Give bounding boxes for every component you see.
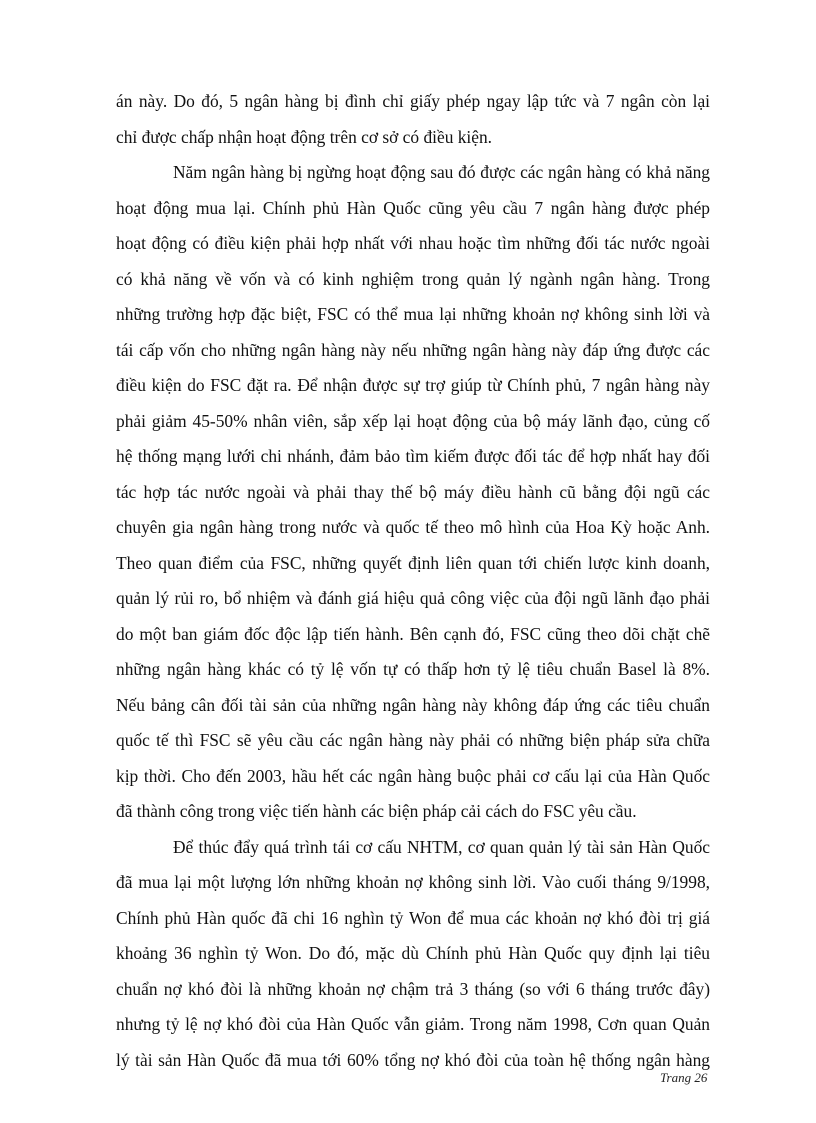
text-line: kịp thời. Cho đến 2003, hầu hết các ngân hàng buộc phải cơ cấu lại của Hàn Quốc <box>116 765 710 786</box>
text-line: những trường hợp đặc biệt, FSC có thể mua lại những khoản nợ không sinh lời và <box>116 304 710 324</box>
text-line: khoảng 36 nghìn tỷ Won. Do đó, mặc dù Chính phủ Hàn Quốc quy định lại tiêu <box>116 943 710 963</box>
text-line: án này. Do đó, 5 ngân hàng bị đình chỉ giấy phép ngay lập tức và 7 ngân còn lại <box>116 91 710 111</box>
text-line: hệ thống mạng lưới chi nhánh, đảm bảo tìm kiếm được đối tác để hợp nhất hay đối <box>116 446 710 466</box>
text-line: nhưng tỷ lệ nợ khó đòi của Hàn Quốc vẫn giảm. Trong năm 1998, Cơn quan Quản <box>116 1014 710 1034</box>
document-body <box>116 84 710 1078</box>
text-line: phải giảm 45-50% nhân viên, sắp xếp lại hoạt động của bộ máy lãnh đạo, củng cố <box>116 410 710 431</box>
paragraph-first-line: Để thúc đẩy quá trình tái cơ cấu NHTM, cơ quan quản lý tài sản Hàn Quốc <box>173 836 710 857</box>
text-line: hoạt động có điều kiện phải hợp nhất với nhau hoặc tìm những đối tác nước ngoài <box>116 233 710 253</box>
text-line: có khả năng về vốn và có kinh nghiệm trong quản lý ngành ngân hàng. Trong <box>116 268 710 289</box>
text-line: chuẩn nợ khó đòi là những khoản nợ chậm trả 3 tháng (so với 6 tháng trước đây) <box>116 978 710 999</box>
text-line: Chính phủ Hàn quốc đã chi 16 nghìn tỷ Won để mua các khoản nợ khó đòi trị giá <box>116 907 710 928</box>
text-line: chuyên gia ngân hàng trong nước và quốc tế theo mô hình của Hoa Kỳ hoặc Anh. <box>116 517 710 537</box>
text-line: đã thành công trong việc tiến hành các biện pháp cải cách do FSC yêu cầu. <box>116 801 637 821</box>
text-line: tái cấp vốn cho những ngân hàng này nếu những ngân hàng này đáp ứng được các <box>116 339 710 360</box>
text-line: đã mua lại một lượng lớn những khoản nợ không sinh lời. Vào cuối tháng 9/1998, <box>116 872 710 892</box>
text-line: hoạt động mua lại. Chính phủ Hàn Quốc cũng yêu cầu 7 ngân hàng được phép <box>116 197 710 218</box>
text-line: điều kiện do FSC đặt ra. Để nhận được sự trợ giúp từ Chính phủ, 7 ngân hàng này <box>116 375 710 395</box>
text-line: Theo quan điểm của FSC, những quyết định liên quan tới chiến lược kinh doanh, <box>116 552 710 573</box>
text-line: lý tài sản Hàn Quốc đã mua tới 60% tổng nợ khó đòi của toàn hệ thống ngân hàng <box>116 1049 710 1070</box>
text-line: do một ban giám đốc độc lập tiến hành. Bên cạnh đó, FSC cũng theo dõi chặt chẽ <box>116 623 710 644</box>
text-line: tác hợp tác nước ngoài và phải thay thế bộ máy điều hành cũ bằng đội ngũ các <box>116 481 710 502</box>
text-line: những ngân hàng khác có tỷ lệ vốn tự có thấp hơn tỷ lệ tiêu chuẩn Basel là 8%. <box>116 659 710 679</box>
text-line: Nếu bảng cân đối tài sản của những ngân hàng này không đáp ứng các tiêu chuẩn <box>116 694 710 715</box>
text-line: chỉ được chấp nhận hoạt động trên cơ sở có điều kiện. <box>116 126 493 147</box>
paragraph-first-line: Năm ngân hàng bị ngừng hoạt động sau đó được các ngân hàng có khả năng <box>173 162 710 182</box>
text-line: quản lý rủi ro, bổ nhiệm và đánh giá hiệu quả công việc của đội ngũ lãnh đạo phải <box>116 588 710 608</box>
text-line: quốc tế thì FSC sẽ yêu cầu các ngân hàng này phải có những biện pháp sửa chữa <box>116 730 710 750</box>
page-number: Trang 26 <box>660 1070 708 1085</box>
